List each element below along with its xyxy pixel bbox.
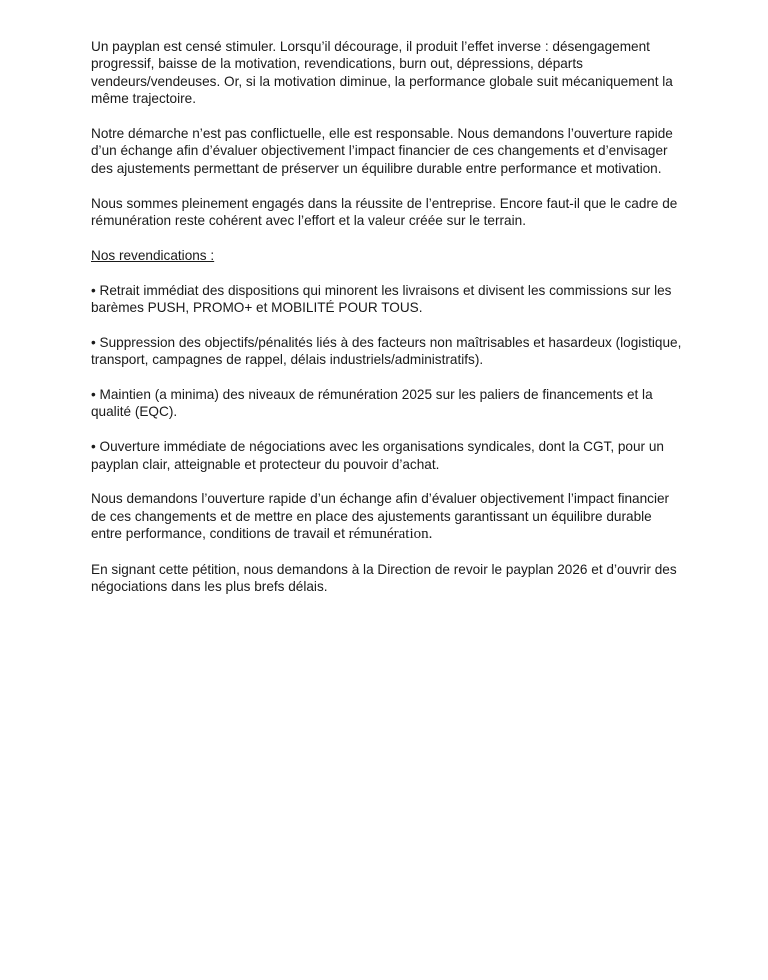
exchange-request-text: Nous demandons l’ouverture rapide d’un échange afin d’évaluer objectivement l’impact financier de ces changements et de mettre en place des ajustements garantissant un équilibre durable entre performance, conditions de travail et xyxy=(91,491,670,542)
demand-item-negotiation: • Ouverture immédiate de négociations avec les organisations syndicales, dont la CGT, pour un payplan clair, atteignable et protecteur du pouvoir d’achat. xyxy=(91,439,664,472)
exchange-request-paragraph xyxy=(91,490,683,543)
demand-item-maintain: • Maintien (a minima) des niveaux de rémunération 2025 sur les paliers de financements et la qualité (EQC). xyxy=(91,387,653,420)
approach-paragraph: Notre démarche n’est pas conflictuelle, elle est responsable. Nous demandons l’ouverture rapide d’un échange afin d’évaluer objectivement l’impact financier de ces changements et d’envisager des ajustements permettant de préserver un équilibre durable entre performance et motivation. xyxy=(91,126,673,176)
demand-item-suppression: • Suppression des objectifs/pénalités liés à des facteurs non maîtrisables et hasardeux (logistique, transport, campagnes de rappel, délais industriels/administratifs). xyxy=(91,334,682,368)
demands-heading: Nos revendications : xyxy=(91,247,215,263)
exchange-request-last-word: rémunération. xyxy=(348,526,433,543)
intro-paragraph: Un payplan est censé stimuler. Lorsqu’il décourage, il produit l’effet inverse : désengagement progressif, baisse de la motivation, revendications, burn out, dépressions, départs vendeurs/vendeuses. Or, si la motivation diminue, la performance globale suit mécaniquement la même trajectoire. xyxy=(91,39,673,107)
demand-item-withdrawal: • Retrait immédiat des dispositions qui minorent les livraisons et divisent les commissions sur les barèmes PUSH, PROMO+ et MOBILITÉ POUR TOUS. xyxy=(91,282,672,316)
petition-paragraph: En signant cette pétition, nous demandons à la Direction de revoir le payplan 2026 et d’ouvrir des négociations dans les plus brefs délais. xyxy=(91,562,677,595)
document-page xyxy=(91,38,683,613)
commitment-paragraph: Nous sommes pleinement engagés dans la réussite de l’entreprise. Encore faut-il que le cadre de rémunération reste cohérent avec l’effort et la valeur créée sur le terrain. xyxy=(91,195,678,229)
